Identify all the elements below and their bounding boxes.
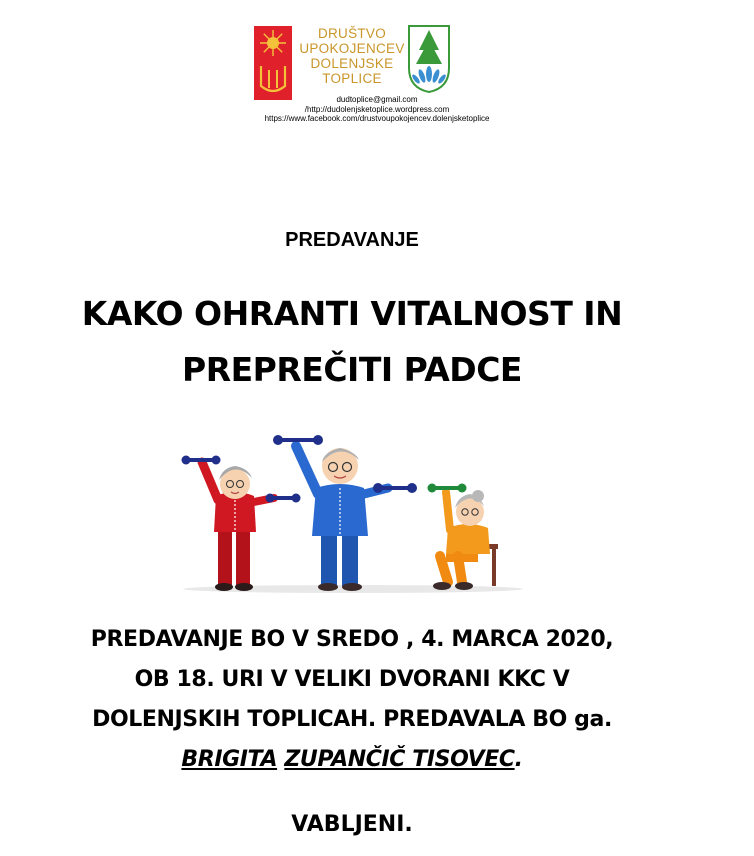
document-header	[0, 22, 754, 132]
org-emblem-left-icon	[254, 26, 292, 100]
event-label: PREDAVANJE	[285, 229, 419, 251]
org-name-line-1: DRUŠTVO	[317, 26, 387, 41]
lecturer-first-name: BRIGITA	[181, 747, 278, 772]
seniors-exercising-illustration	[178, 432, 528, 594]
contact-email: dudtoplice@gmail.com	[336, 95, 418, 104]
lecturer-name	[0, 740, 704, 780]
details-line-2: OB 18. URI V VELIKI DVORANI KKC V	[134, 667, 570, 692]
event-details	[0, 620, 704, 780]
senior-woman-orange-figure	[428, 484, 499, 591]
contact-lines	[0, 95, 754, 124]
event-title	[0, 286, 704, 398]
org-name-line-2: UPOKOJENCEV	[299, 41, 405, 56]
organization-name	[296, 26, 408, 86]
org-name-line-4: TOPLICE	[322, 71, 382, 86]
senior-man-blue-figure	[273, 435, 417, 591]
org-name-line-3: DOLENJSKE	[310, 56, 394, 71]
details-line-1: PREDAVANJE BO V SREDO , 4. MARCA 2020,	[90, 627, 614, 652]
closing-invitation: VABLJENI.	[291, 812, 413, 837]
details-line-3: DOLENJSKIH TOPLICAH. PREDAVALA BO ga.	[92, 707, 612, 732]
senior-woman-red-figure	[182, 456, 301, 592]
municipality-crest-right-icon	[407, 24, 451, 94]
title-line-1: KAKO OHRANTI VITALNOST IN	[81, 294, 623, 333]
lecturer-last-name: ZUPANČIČ TISOVEC	[284, 747, 515, 772]
title-line-2: PREPREČITI PADCE	[182, 350, 522, 389]
contact-facebook: https://www.facebook.com/drustvoupokojencev.dolenjsketoplice	[264, 114, 490, 123]
lecturer-period: .	[514, 747, 523, 772]
contact-website: /http://dudolenjsketoplice.wordpress.com	[304, 104, 450, 114]
